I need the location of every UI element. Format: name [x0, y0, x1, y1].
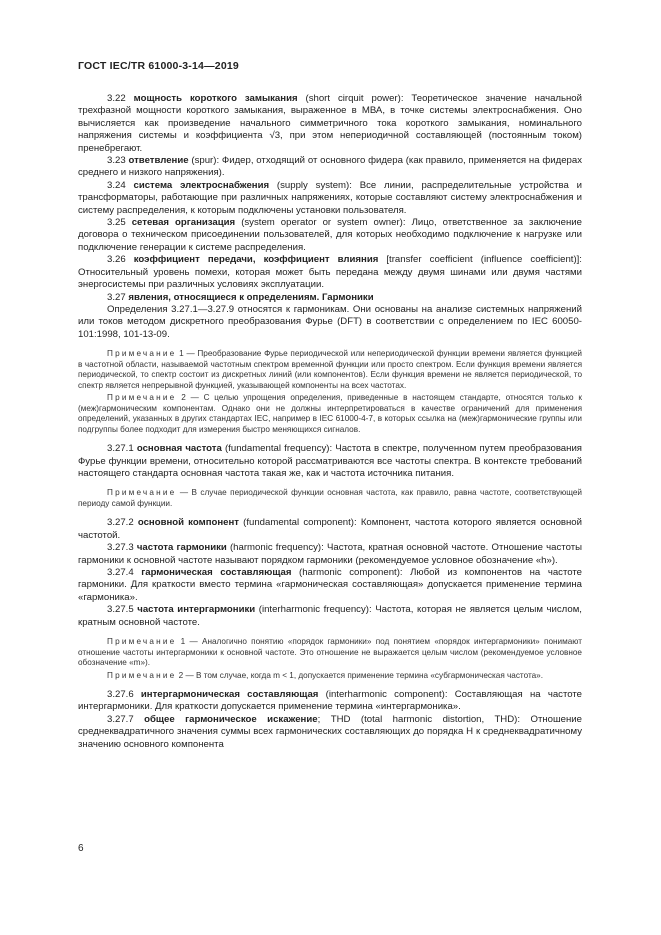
definition-3-27-6 — [78, 689, 582, 714]
term: общее гармоническое искажение — [144, 713, 318, 725]
note-text: 2 — С целью упрощения определения, приведенные в настоящем стандарте, относятся только к (меж)гармоническим компонентам. Однако они не должны интерпретироваться в качестве ограничений для применения определений, указанных в других стандартах IEC, например в IEC 61000-4-7, в которых ссылка на (меж)гармонические группы или подгруппы более подходит для измерения быстро меняющихся сигналов. — [78, 393, 582, 434]
definition-text: (supply system): Все линии, распределительные устройства и трансформаторы, работающие при различных напряжениях, которые составляют систему электроснабжения и систему распределения, к которым подключены установки пользователя. — [78, 179, 582, 216]
definition-3-27-7 — [78, 714, 582, 751]
clause-number: 3.27.6 — [107, 689, 141, 700]
term: основной компонент — [137, 517, 239, 529]
note-2 — [78, 393, 582, 435]
note-1 — [78, 349, 582, 391]
definition-text: (system operator or system owner): Лицо, ответственное за заключение договора о техническом присоединении пользователей, для которых необходимо подключение к нагрузке или подключение генерации к системе распределения. — [78, 217, 582, 253]
note-text: 1 — Аналогично понятию «порядок гармоники» под понятием «порядок интергармоники» понимают отношение частоты интергармоники к основной частоте. Это отношение не выражается целым числом (рекомендуемое условное обозначение «m»). — [78, 637, 582, 667]
clause-number: 3.27.7 — [107, 713, 145, 725]
term: ответвление — [128, 155, 189, 167]
term: основная частота — [136, 443, 222, 455]
definition-3-27-5 — [78, 604, 582, 629]
definition-text: (short cirquit power): Теоретическое значение начальной трехфазной мощности короткого замыкания, выраженное в МВА, в точке системы электроснабжения. Оно вычисляется как произведение начального симметричного тока короткого замыкания, номинального напряжения системы и коэффициента √3, при этом непериодичной составляющей (постоянным током) пренебрегают. — [78, 93, 582, 154]
term: частота интергармоники — [137, 604, 256, 616]
note-label: Примечание — [107, 670, 177, 680]
note-3-27-1 — [78, 488, 582, 509]
document-body — [78, 93, 582, 751]
definition-text: (interharmonic frequency): Частота, которая не является целым числом, кратным основной частоте. — [78, 604, 582, 628]
term: гармоническая составляющая — [141, 566, 292, 578]
definition-3-26 — [78, 254, 582, 291]
note-3-27-5-1 — [78, 637, 582, 669]
definition-3-27-4 — [78, 567, 582, 604]
definition-3-27-3 — [78, 542, 582, 567]
definition-3-23 — [78, 155, 582, 180]
definition-3-27 — [78, 292, 582, 304]
clause-number: 3.27 — [107, 291, 129, 303]
clause-number: 3.23 — [107, 155, 129, 167]
clause-number: 3.27.4 — [107, 566, 142, 578]
note-text: — В случае периодической функции основная частота, как правило, равна частоте, соответствующей периоду самой функции. — [78, 488, 582, 508]
term: частота гармоники — [136, 542, 227, 554]
document-header: ГОСТ IEC/TR 61000-3-14—2019 — [78, 60, 239, 72]
term: система электроснабжения — [133, 179, 270, 191]
note-3-27-5-2 — [78, 671, 582, 682]
harmonics-intro: Определения 3.27.1—3.27.9 относятся к гармоникам. Они основаны на анализе системных напряжений или токов методом дискретного преобразования Фурье (DFT) в соответствии с определением по IEC 60050-101:1998, 101-13-09. — [78, 303, 582, 340]
definition-text: ; THD (total harmonic distortion, THD): Отношение среднеквадратичного значения суммы всех гармонических составляющих до порядка H к среднеквадратичному значению основного компонента — [78, 713, 582, 750]
note-label: Примечание — [107, 393, 177, 403]
definition-text: (harmonic frequency): Частота, кратная основной частоте. Отношение частоты гармоники к основной частоте называют порядком гармоники (рекомендуемое условное обозначение «h»). — [78, 542, 582, 566]
clause-number: 3.27.2 — [107, 517, 138, 529]
definition-3-22 — [78, 93, 582, 155]
definition-text: [transfer coefficient (influence coefficient)]: Относительный уровень помехи, которая может быть передана между двумя шинами или двумя частями энергосистемы при различных условиях эксплуатации. — [78, 254, 582, 291]
clause-number: 3.27.5 — [107, 604, 138, 616]
definition-text: (fundamental frequency): Частота в спектре, полученном путем преобразования Фурье функции времени, относительно которой рассматриваются все частоты спектра. В контексте требований настоящего стандарта основная частота такая же, как и частота источника питания. — [78, 443, 582, 479]
note-label: Примечание — [107, 637, 177, 646]
definition-text: (harmonic component): Любой из компонентов на частоте гармоники. Для краткости вместо термина «гармоническая составляющая» допускается применение термина «гармоника». — [78, 566, 582, 603]
clause-number: 3.25 — [107, 217, 132, 229]
definition-3-24 — [78, 180, 582, 217]
clause-number: 3.27.1 — [107, 443, 137, 455]
note-label: Примечание — [107, 349, 177, 359]
definition-3-27-2 — [78, 517, 582, 542]
note-text: 2 — В том случае, когда m < 1, допускается применение термина «субгармоническая частота». — [176, 670, 544, 680]
definition-text: (fundamental component): Компонент, частота которого является основной частотой. — [78, 517, 582, 541]
clause-number: 3.27.3 — [107, 542, 137, 554]
clause-number: 3.26 — [107, 254, 134, 266]
clause-number: 3.22 — [107, 93, 134, 104]
definition-3-25 — [78, 217, 582, 254]
term: сетевая организация — [131, 217, 236, 229]
clause-number: 3.24 — [107, 179, 134, 191]
definition-text: (spur): Фидер, отходящий от основного фидера (как правило, применяется на фидерах среднего и низкого напряжения). — [78, 155, 583, 179]
term: интергармоническая составляющая — [140, 689, 319, 700]
term: мощность короткого замыкания — [133, 93, 298, 104]
note-label: Примечание — [107, 488, 177, 498]
term: коэффициент передачи, коэффициент влияния — [133, 254, 379, 266]
definition-text: (interharmonic component): Составляющая на частоте интергармоники. Для краткости допускается применение термина «интергармоника». — [78, 689, 582, 713]
definition-3-27-1 — [78, 443, 582, 480]
note-text: 1 — Преобразование Фурье периодической или непериодической функции времени является функцией в частотной области, называемой частотным спектром временной функции или просто спектром. Если функция времени является периодической, то спектр состоит из дискретных линий (или компонентов). Если функция времени не является периодической, то спектр является непрерывной функцией, указывающей компоненты на всех частотах. — [78, 349, 582, 390]
page-number: 6 — [78, 843, 84, 854]
term: явления, относящиеся к определениям. Гармоники — [128, 291, 374, 303]
